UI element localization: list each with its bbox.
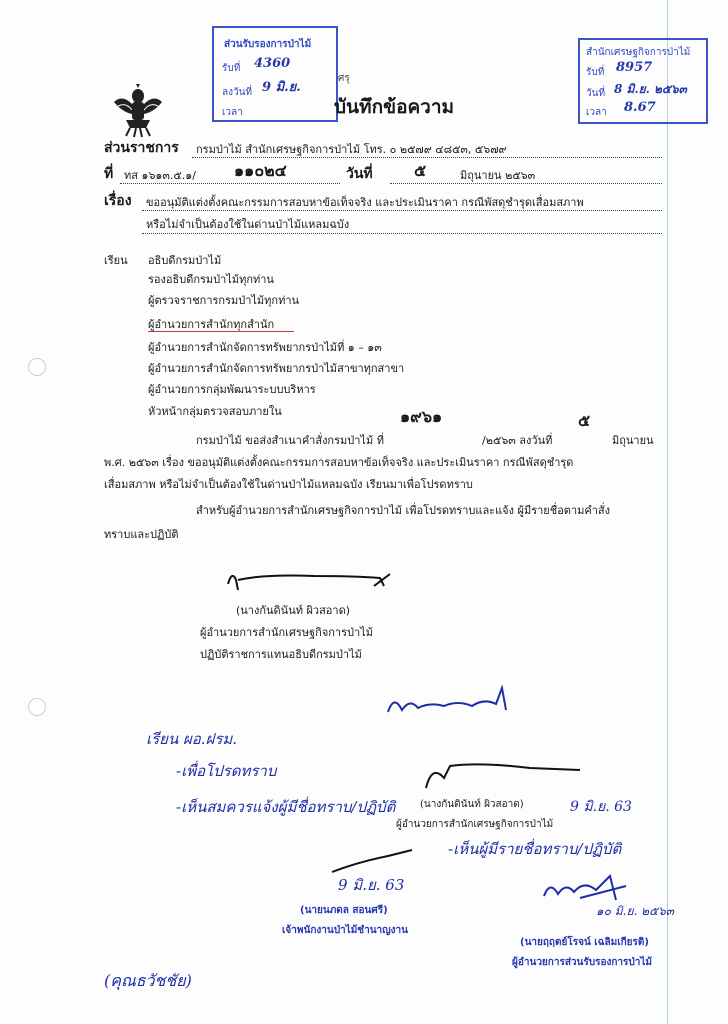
order-number: ๑๙๖๑ [400, 407, 443, 426]
agency-value: กรมป่าไม้ สำนักเศรษฐกิจการป่าไม้ โทร. ๐ ๒๕๗๙ ๔๘๕๓, ๕๖๗๙ [196, 143, 507, 156]
red-underline [148, 331, 294, 332]
ref-number: ๑๑๐๒๔ [234, 161, 287, 180]
bottom-note: (คุณธวัชชัย) [104, 971, 192, 990]
signer-position-1: ผู้อำนวยการสำนักเศรษฐกิจการป่าไม้ [200, 626, 373, 639]
date-label: วันที่ [346, 166, 373, 182]
agency-label: ส่วนราชการ [104, 140, 179, 156]
stamp-no-value: 4360 [254, 56, 291, 71]
mid-signer-name: (นางกันดินันท์ ผิวสอาด) [420, 799, 524, 810]
punch-hole-bottom [28, 698, 46, 716]
signer-position-2: ปฏิบัติราชการแทนอธิบดีกรมป่าไม้ [200, 648, 362, 661]
subject-dots-1 [142, 210, 662, 211]
received-stamp-left [212, 26, 338, 122]
signature-scribble [224, 566, 394, 596]
ref-label: ที่ [104, 166, 114, 182]
date-day: ๕ [414, 161, 427, 180]
body1-line3: เสื่อมสภาพ หรือไม่จำเป็นต้องใช้ในด่านป่าไม้แหลมฉบัง เรียนมาเพื่อโปรดทราบ [104, 478, 473, 491]
ref-value: ทส ๑๖๑๓.๕.๑/ [124, 169, 196, 182]
subject-line2: หรือไม่จำเป็นต้องใช้ในด่านป่าไม้แหลมฉบัง [146, 218, 350, 231]
right-signer-position: ผู้อำนวยการส่วนรับรองการป่าไม้ [512, 957, 652, 968]
stamp-date-label: ลงวันที่ [222, 87, 253, 98]
recipient-item: ผู้อำนวยการสำนักทุกสำนัก [148, 318, 275, 331]
agency-dots [192, 157, 662, 158]
stamp-no-label: รับที่ [586, 67, 605, 78]
recipient-item: รองอธิบดีกรมป่าไม้ทุกท่าน [148, 273, 274, 286]
stamp-no-value: 8957 [616, 60, 653, 75]
to-label: เรียน [104, 254, 128, 267]
received-stamp-right [578, 38, 708, 124]
handwritten-signature-top [384, 684, 524, 724]
memo-title: บันทึกข้อความ [334, 96, 455, 118]
note-line-3: -เห็นสมควรแจ้งผู้มีชื่อทราบ/ปฏิบัติ [176, 798, 396, 816]
margin-line [667, 0, 668, 1024]
right-signature [540, 872, 630, 906]
garuda-emblem-icon [112, 84, 164, 138]
body1-line2: พ.ศ. ๒๕๖๓ เรื่อง ขออนุมัติแต่งตั้งคณะกรรมการสอบหาข้อเท็จจริง และประเมินราคา กรณีพัสดุชำรุด [104, 456, 574, 469]
date-dots [390, 183, 662, 184]
stamp-left-mark: ศรุ [338, 73, 350, 84]
right-note: -เห็นผู้มีรายชื่อทราบ/ปฏิบัติ [448, 840, 622, 858]
stamp-no-label: รับที่ [222, 63, 241, 74]
punch-hole-top [28, 358, 46, 376]
subject-dots-2 [142, 233, 662, 234]
mid-signer-position: ผู้อำนวยการสำนักเศรษฐกิจการป่าไม้ [396, 819, 554, 830]
recipient-item: หัวหน้ากลุ่มตรวจสอบภายใน [148, 405, 282, 418]
stamp-title: ส่วนรับรองการป่าไม้ [224, 39, 312, 50]
clerk-name: (นายนภดล สอนศรี) [300, 905, 388, 916]
body2-line1: สำหรับผู้อำนวยการสำนักเศรษฐกิจการป่าไม้ เพื่อโปรดทราบและแจ้ง ผู้มีรายชื่อตามคำสั่ง [196, 504, 610, 517]
stamp-time-value: 8.67 [624, 100, 656, 115]
body1-b: /๒๕๖๓ ลงวันที่ [482, 434, 553, 447]
recipient-item: ผู้อำนวยการสำนักจัดการทรัพยากรป่าไม้สาขาทุกสาขา [148, 362, 405, 375]
recipient-item: ผู้ตรวจราชการกรมป่าไม้ทุกท่าน [148, 294, 300, 307]
subject-line1: ขออนุมัติแต่งตั้งคณะกรรมการสอบหาข้อเท็จจริง และประเมินราคา กรณีพัสดุชำรุดเสื่อมสภาพ [146, 196, 584, 209]
recipient-item: ผู้อำนวยการกลุ่มพัฒนาระบบบริหาร [148, 383, 316, 396]
handwritten-signature-mid [420, 758, 590, 798]
subject-label: เรื่อง [104, 193, 132, 209]
clerk-date: 9 มิ.ย. 63 [338, 876, 405, 894]
recipient-item: ผู้อำนวยการสำนักจัดการทรัพยากรป่าไม้ที่ ๑ – ๑๓ [148, 341, 382, 354]
body2-line2: ทราบและปฏิบัติ [104, 528, 179, 541]
right-signer-name: (นายฤฤตย์โรจน์ เฉลิมเกียรติ) [520, 937, 649, 948]
body1-a: กรมป่าไม้ ขอส่งสำเนาคำสั่งกรมป่าไม้ ที่ [196, 434, 384, 447]
ref-dots [120, 183, 340, 184]
recipient-item: อธิบดีกรมป่าไม้ [148, 254, 222, 267]
stamp-time-label: เวลา [586, 107, 607, 118]
clerk-signature [328, 842, 418, 878]
note-line-1: เรียน ผอ.ฝรม. [146, 730, 238, 748]
right-date: ๑๐ มิ.ย. ๒๕๖๓ [596, 904, 674, 918]
clerk-position: เจ้าพนักงานป่าไม้ชำนาญงาน [282, 925, 409, 936]
stamp-date-label: วันที่ [586, 88, 606, 99]
stamp-date-value: 9 มิ.ย. [262, 80, 301, 95]
note-line-2: -เพื่อโปรดทราบ [176, 762, 277, 780]
order-day: ๕ [578, 411, 591, 430]
date-rest: มิถุนายน ๒๕๖๓ [460, 169, 536, 182]
stamp-title: สำนักเศรษฐกิจการป่าไม้ [586, 47, 691, 58]
stamp-date-value: 8 มิ.ย. ๒๕๖๓ [614, 82, 687, 96]
signer-name: (นางกันดินันท์ ผิวสอาด) [236, 604, 351, 617]
stamp-time-label: เวลา [222, 107, 243, 118]
body1-c: มิถุนายน [612, 434, 654, 447]
mid-date: 9 มิ.ย. 63 [570, 799, 632, 815]
